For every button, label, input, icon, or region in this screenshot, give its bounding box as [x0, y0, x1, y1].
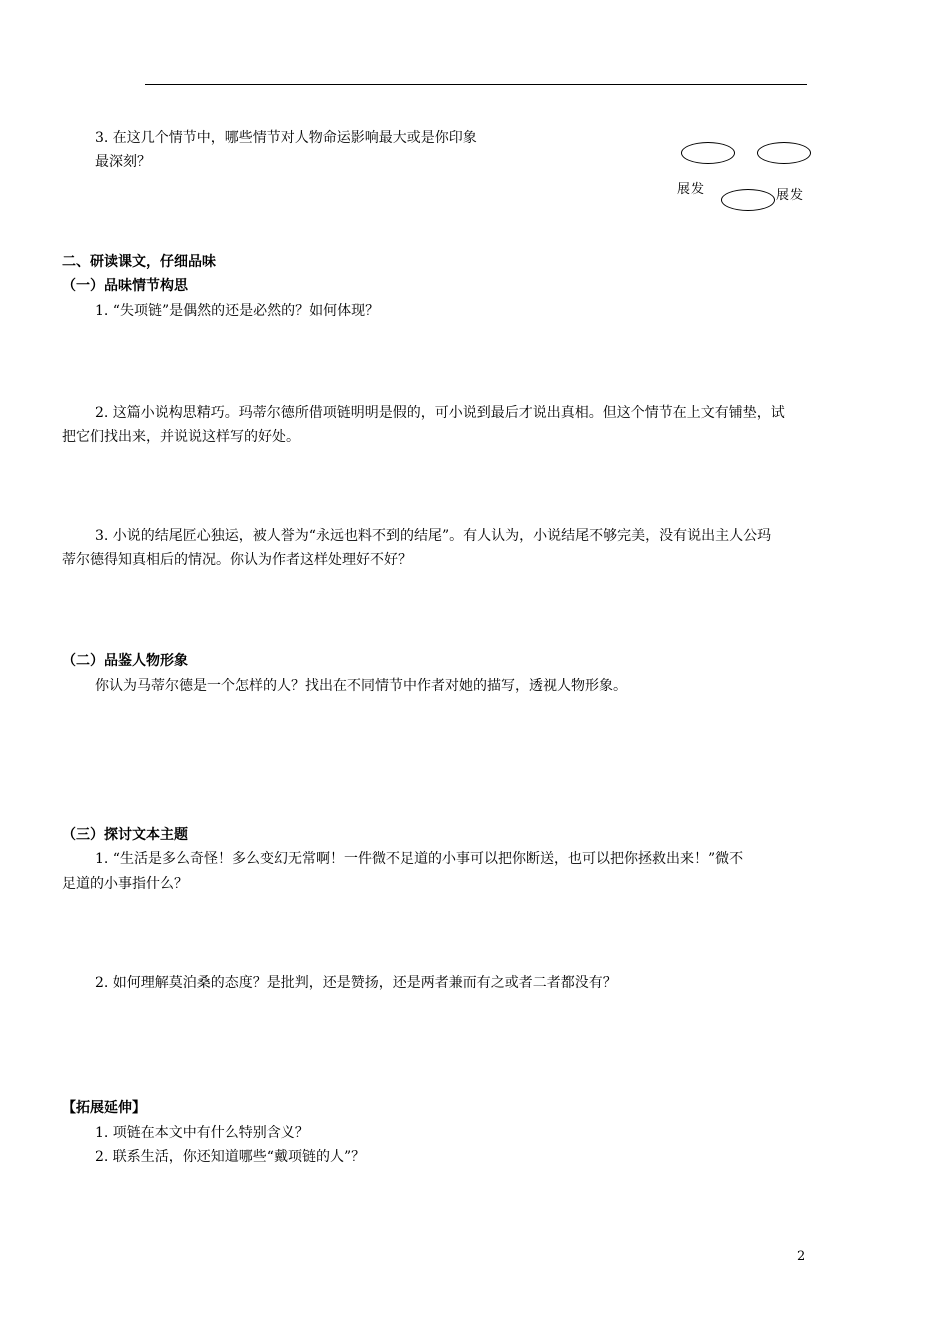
part-3-question-1-line1: 1. “生活是多么奇怪！多么变幻无常啊！一件微不足道的小事可以把你断送，也可以把你拯救出来！”微不: [95, 851, 744, 867]
part-1-title: （一）品味情节构思: [62, 278, 188, 294]
extension-question-1: 1. 项链在本文中有什么特别含义？: [95, 1125, 309, 1141]
diagram-oval-3: [721, 189, 775, 211]
diagram-oval-1: [681, 142, 735, 164]
section-2-title: 二、研读课文，仔细品味: [62, 254, 216, 270]
part-2-title: （二）品鉴人物形象: [62, 653, 188, 669]
diagram-label-right: 展发: [776, 188, 805, 203]
page-number: 2: [797, 1249, 806, 1264]
extension-question-2: 2. 联系生活，你还知道哪些“戴项链的人”？: [95, 1149, 366, 1165]
question-3-line1: 3. 在这几个情节中，哪些情节对人物命运影响最大或是你印象: [95, 130, 477, 146]
answer-line: [145, 84, 807, 85]
part-1-question-2-line1: 2. 这篇小说构思精巧。玛蒂尔德所借项链明明是假的，可小说到最后才说出真相。但这个情节在上文有铺垫，试: [95, 405, 785, 421]
part-1-question-3-line2: 蒂尔德得知真相后的情况。你认为作者这样处理好不好？: [62, 552, 412, 568]
part-3-title: （三）探讨文本主题: [62, 827, 188, 843]
part-1-question-3-line1: 3. 小说的结尾匠心独运，被人誉为“永远也料不到的结尾”。有人认为，小说结尾不够完美，没有说出主人公玛: [95, 528, 772, 544]
part-1-question-2-line2: 把它们找出来，并说说这样写的好处。: [62, 429, 300, 445]
extension-title: 【拓展延伸】: [62, 1100, 146, 1116]
part-2-question: 你认为马蒂尔德是一个怎样的人？找出在不同情节中作者对她的描写，透视人物形象。: [95, 678, 627, 694]
part-1-question-1: 1. “失项链”是偶然的还是必然的？如何体现？: [95, 303, 380, 319]
part-3-question-2: 2. 如何理解莫泊桑的态度？是批判，还是赞扬，还是两者兼而有之或者二者都没有？: [95, 975, 617, 991]
diagram-oval-2: [757, 142, 811, 164]
question-3-line2: 最深刻？: [95, 154, 151, 170]
diagram-label-left: 展发: [677, 182, 706, 197]
part-3-question-1-line2: 足道的小事指什么？: [62, 876, 188, 892]
